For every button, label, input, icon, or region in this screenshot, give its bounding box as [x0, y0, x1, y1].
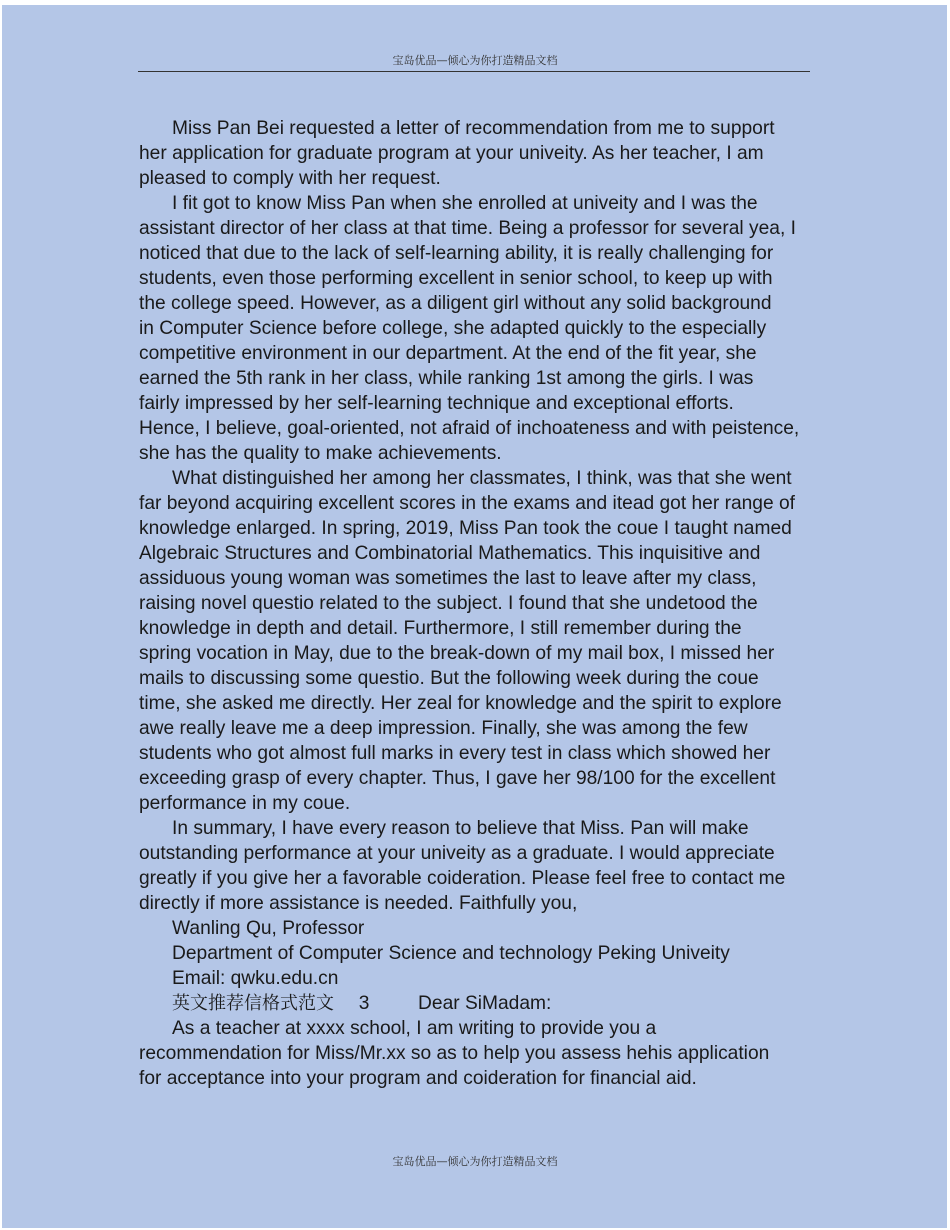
text-line: noticed that due to the lack of self-learning ability, it is really challenging for: [139, 243, 774, 264]
page-footer: 宝岛优品—倾心为你打造精品文档: [392, 1155, 558, 1168]
section-number: 3: [358, 993, 370, 1014]
text-line: pleased to comply with her request.: [139, 168, 441, 189]
text-line: Algebraic Structures and Combinatorial Mathematics. This inquisitive and: [139, 543, 761, 564]
paragraph-4: [139, 816, 844, 916]
text-line: As a teacher at xxxx school, I am writing to provide you a: [172, 1018, 657, 1039]
text-line: knowledge enlarged. In spring, 2019, Miss Pan took the coue I taught named: [139, 518, 792, 539]
signature-email: Email: qwku.edu.cn: [172, 968, 339, 989]
text-line: for acceptance into your program and coideration for financial aid.: [139, 1068, 697, 1089]
text-line: students who got almost full marks in every test in class which showed her: [139, 743, 771, 764]
page-header: 宝岛优品—倾心为你打造精品文档: [392, 54, 558, 67]
text-line: greatly if you give her a favorable coideration. Please feel free to contact me: [139, 868, 786, 889]
section-title: 英文推荐信格式范文: [172, 993, 334, 1014]
text-line: earned the 5th rank in her class, while ranking 1st among the girls. I was: [139, 368, 754, 389]
text-line: time, she asked me directly. Her zeal for knowledge and the spirit to explore: [139, 693, 782, 714]
text-line: the college speed. However, as a diligent girl without any solid background: [139, 293, 772, 314]
text-line: recommendation for Miss/Mr.xx so as to help you assess hehis application: [139, 1043, 770, 1064]
paragraph-3: [139, 466, 844, 816]
text-line: she has the quality to make achievements.: [139, 443, 502, 464]
letter-body: [139, 116, 844, 1091]
text-line: performance in my coue.: [139, 793, 351, 814]
text-line: mails to discussing some questio. But the following week during the coue: [139, 668, 759, 689]
paragraph-2: [139, 191, 844, 466]
text-line: students, even those performing excellent in senior school, to keep up with: [139, 268, 773, 289]
text-line: in Computer Science before college, she adapted quickly to the especially: [139, 318, 767, 339]
text-line: directly if more assistance is needed. Faithfully you,: [139, 893, 578, 914]
text-line: In summary, I have every reason to believe that Miss. Pan will make: [172, 818, 749, 839]
text-line: awe really leave me a deep impression. Finally, she was among the few: [139, 718, 748, 739]
text-line: raising novel questio related to the subject. I found that she undetood the: [139, 593, 758, 614]
text-line: outstanding performance at your univeity as a graduate. I would appreciate: [139, 843, 775, 864]
signature-department: Department of Computer Science and technology Peking Univeity: [172, 943, 730, 964]
text-line: Miss Pan Bei requested a letter of recommendation from me to support: [172, 118, 775, 139]
signature-name: Wanling Qu, Professor: [172, 918, 365, 939]
text-line: spring vocation in May, due to the break-down of my mail box, I missed her: [139, 643, 775, 664]
text-line: assistant director of her class at that time. Being a professor for several yea, I: [139, 218, 796, 239]
text-line: competitive environment in our department. At the end of the fit year, she: [139, 343, 757, 364]
text-line: assiduous young woman was sometimes the last to leave after my class,: [139, 568, 757, 589]
text-line: her application for graduate program at your univeity. As her teacher, I am: [139, 143, 764, 164]
text-line: far beyond acquiring excellent scores in the exams and itead got her range of: [139, 493, 795, 514]
text-line: What distinguished her among her classmates, I think, was that she went: [172, 468, 792, 489]
text-line: knowledge in depth and detail. Furthermore, I still remember during the: [139, 618, 742, 639]
text-line: exceeding grasp of every chapter. Thus, I gave her 98/100 for the excellent: [139, 768, 776, 789]
salutation: Dear SiMadam:: [418, 993, 552, 1014]
text-line: fairly impressed by her self-learning technique and exceptional efforts.: [139, 393, 734, 414]
paragraph-1: [139, 116, 844, 191]
text-line: Hence, I believe, goal-oriented, not afraid of inchoateness and with peistence,: [139, 418, 800, 439]
text-line: I fit got to know Miss Pan when she enrolled at univeity and I was the: [172, 193, 758, 214]
section-heading: [139, 991, 844, 1016]
paragraph-5: [139, 1016, 844, 1091]
header-divider: [138, 71, 810, 72]
